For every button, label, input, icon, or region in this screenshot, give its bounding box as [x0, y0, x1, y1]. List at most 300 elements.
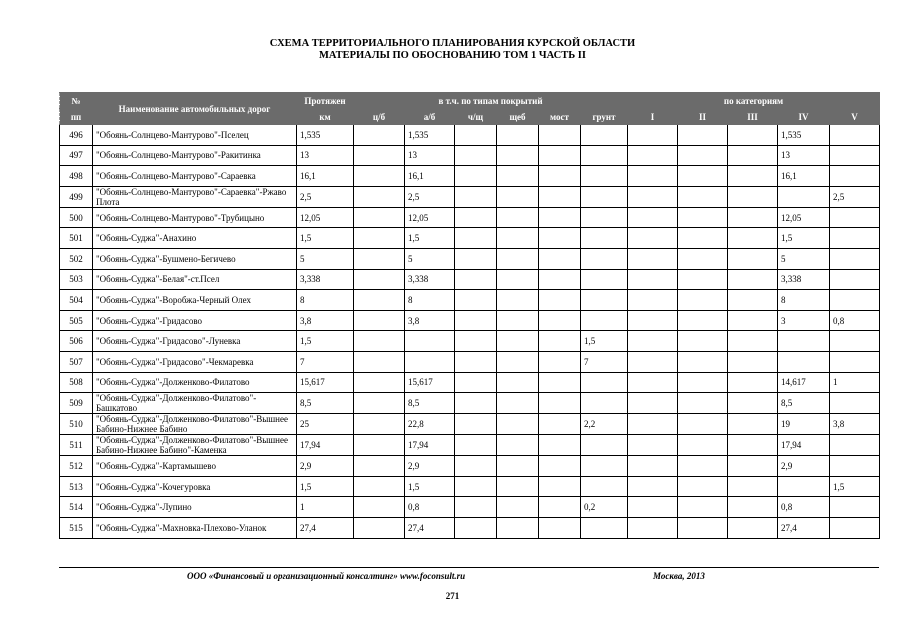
- category-1: [628, 125, 678, 146]
- category-3: [728, 207, 778, 228]
- length-km: 17,94: [297, 435, 354, 456]
- road-name: "Обоянь-Суджа"-Гридасово"-Луневка: [93, 331, 297, 352]
- surface-most: [539, 269, 581, 290]
- surface-ab: 13: [405, 145, 455, 166]
- surface-grunt: [581, 476, 628, 497]
- category-4: [778, 476, 830, 497]
- header-name: Наименование автомобильных дорог: [93, 93, 297, 125]
- road-name: "Обоянь-Суджа"-Анахино: [93, 228, 297, 249]
- row-number: 511: [60, 435, 93, 456]
- row-number: 504: [60, 290, 93, 311]
- road-name: "Обоянь-Солнцево-Мантурово"-Сараевка"-Ржаво Плота: [93, 186, 297, 207]
- category-4: 14,617: [778, 372, 830, 393]
- surface-chsh: [455, 435, 497, 456]
- category-4: 16,1: [778, 166, 830, 187]
- category-4: [778, 331, 830, 352]
- surface-chsh: [455, 497, 497, 518]
- surface-cb: [354, 435, 405, 456]
- category-5: [830, 207, 880, 228]
- surface-cb: [354, 125, 405, 146]
- category-3: [728, 145, 778, 166]
- surface-ab: 8,5: [405, 393, 455, 414]
- road-name: "Обоянь-Солнцево-Мантурово"-Сараевка: [93, 166, 297, 187]
- surface-most: [539, 310, 581, 331]
- surface-chsh: [455, 310, 497, 331]
- category-5: [830, 248, 880, 269]
- surface-cb: [354, 497, 405, 518]
- category-1: [628, 414, 678, 435]
- category-5: [830, 331, 880, 352]
- length-km: 1,5: [297, 476, 354, 497]
- length-km: 15,617: [297, 372, 354, 393]
- surface-grunt: [581, 269, 628, 290]
- surface-shcheb: [497, 517, 539, 538]
- length-km: 1: [297, 497, 354, 518]
- category-1: [628, 435, 678, 456]
- surface-grunt: [581, 456, 628, 477]
- row-number: 509: [60, 393, 93, 414]
- category-3: [728, 310, 778, 331]
- road-name: "Обоянь-Суджа"-Гридасово"-Чекмаревка: [93, 351, 297, 372]
- category-4: 12,05: [778, 207, 830, 228]
- surface-most: [539, 497, 581, 518]
- road-name: "Обоянь-Солнцево-Мантурово"-Ракитинка: [93, 145, 297, 166]
- row-number: 499: [60, 186, 93, 207]
- table-row: [60, 248, 880, 269]
- category-5: 0,8: [830, 310, 880, 331]
- header-category-5: V: [830, 109, 880, 125]
- surface-chsh: [455, 414, 497, 435]
- category-3: [728, 228, 778, 249]
- category-1: [628, 269, 678, 290]
- road-name: "Обоянь-Суджа"-Бушмено-Бегичево: [93, 248, 297, 269]
- surface-chsh: [455, 145, 497, 166]
- header-surface-grunt: грунт: [581, 109, 628, 125]
- surface-cb: [354, 207, 405, 228]
- surface-grunt: 2,2: [581, 414, 628, 435]
- surface-ab: 3,8: [405, 310, 455, 331]
- category-1: [628, 476, 678, 497]
- surface-grunt: 1,5: [581, 331, 628, 352]
- surface-chsh: [455, 228, 497, 249]
- surface-chsh: [455, 351, 497, 372]
- category-4: 3,338: [778, 269, 830, 290]
- category-3: [728, 125, 778, 146]
- table-row: [60, 269, 880, 290]
- category-4: 2,9: [778, 456, 830, 477]
- surface-most: [539, 393, 581, 414]
- length-km: 7: [297, 351, 354, 372]
- header-surface-ab: а/б: [405, 109, 455, 125]
- length-km: 13: [297, 145, 354, 166]
- surface-ab: 5: [405, 248, 455, 269]
- surface-grunt: [581, 290, 628, 311]
- road-name: "Обоянь-Суджа"-Картамышево: [93, 456, 297, 477]
- row-number: 505: [60, 310, 93, 331]
- surface-most: [539, 372, 581, 393]
- category-5: 1: [830, 372, 880, 393]
- road-name: "Обоянь-Солнцево-Мантурово"-Трубицыно: [93, 207, 297, 228]
- document-subtitle: МАТЕРИАЛЫ ПО ОБОСНОВАНИЮ ТОМ 1 ЧАСТЬ II: [319, 50, 586, 61]
- surface-cb: [354, 456, 405, 477]
- surface-most: [539, 145, 581, 166]
- category-5: [830, 351, 880, 372]
- category-2: [678, 331, 728, 352]
- surface-chsh: [455, 476, 497, 497]
- category-4: [778, 351, 830, 372]
- category-4: 17,94: [778, 435, 830, 456]
- surface-shcheb: [497, 414, 539, 435]
- row-number: 503: [60, 269, 93, 290]
- surface-cb: [354, 476, 405, 497]
- surface-shcheb: [497, 145, 539, 166]
- surface-grunt: 7: [581, 351, 628, 372]
- length-km: 8,5: [297, 393, 354, 414]
- category-2: [678, 497, 728, 518]
- category-2: [678, 228, 728, 249]
- surface-cb: [354, 248, 405, 269]
- length-km: 1,5: [297, 228, 354, 249]
- row-number: 510: [60, 414, 93, 435]
- length-km: 16,1: [297, 166, 354, 187]
- surface-ab: 1,535: [405, 125, 455, 146]
- road-name: "Обоянь-Суджа"-Воробжа-Черный Олех: [93, 290, 297, 311]
- surface-ab: 17,94: [405, 435, 455, 456]
- table-row: [60, 166, 880, 187]
- surface-cb: [354, 186, 405, 207]
- road-name: "Обоянь-Суджа"-Долженково-Филатово: [93, 372, 297, 393]
- category-1: [628, 331, 678, 352]
- table-row: [60, 186, 880, 207]
- table-row: [60, 145, 880, 166]
- category-4: 3: [778, 310, 830, 331]
- category-3: [728, 393, 778, 414]
- category-1: [628, 517, 678, 538]
- surface-cb: [354, 517, 405, 538]
- category-3: [728, 269, 778, 290]
- category-4: 0,8: [778, 497, 830, 518]
- row-number: 500: [60, 207, 93, 228]
- surface-grunt: [581, 372, 628, 393]
- surface-cb: [354, 351, 405, 372]
- header-category-4: IV: [778, 109, 830, 125]
- category-1: [628, 290, 678, 311]
- table-row: [60, 331, 880, 352]
- table-row: [60, 456, 880, 477]
- category-4: 1,535: [778, 125, 830, 146]
- row-number: 501: [60, 228, 93, 249]
- category-2: [678, 269, 728, 290]
- category-1: [628, 248, 678, 269]
- footer-divider: [59, 567, 879, 568]
- header-surface-shcheb: щеб: [497, 109, 539, 125]
- category-1: [628, 166, 678, 187]
- surface-ab: 27,4: [405, 517, 455, 538]
- header-by-surface: в т.ч. по типам покрытий: [354, 93, 628, 109]
- length-km: 2,5: [297, 186, 354, 207]
- surface-grunt: [581, 207, 628, 228]
- category-1: [628, 145, 678, 166]
- surface-ab: 16,1: [405, 166, 455, 187]
- category-5: [830, 145, 880, 166]
- category-4: 19: [778, 414, 830, 435]
- category-2: [678, 517, 728, 538]
- table-row: [60, 351, 880, 372]
- surface-chsh: [455, 125, 497, 146]
- row-number: 515: [60, 517, 93, 538]
- road-name: "Обоянь-Суджа"-Долженково-Филатово"-Вышнее Бабино-Нижнее Бабино"-Каменка: [93, 435, 297, 456]
- category-5: 3,8: [830, 414, 880, 435]
- table-row: [60, 228, 880, 249]
- category-1: [628, 456, 678, 477]
- surface-shcheb: [497, 476, 539, 497]
- table-row: [60, 517, 880, 538]
- header-length-unit: км: [297, 109, 354, 125]
- surface-shcheb: [497, 125, 539, 146]
- category-3: [728, 497, 778, 518]
- table-row: [60, 435, 880, 456]
- category-2: [678, 310, 728, 331]
- category-3: [728, 414, 778, 435]
- category-3: [728, 351, 778, 372]
- category-2: [678, 351, 728, 372]
- surface-most: [539, 228, 581, 249]
- roads-table: [59, 92, 880, 539]
- length-km: 1,535: [297, 125, 354, 146]
- length-km: 2,9: [297, 456, 354, 477]
- surface-shcheb: [497, 310, 539, 331]
- row-number: 496: [60, 125, 93, 146]
- surface-ab: 15,617: [405, 372, 455, 393]
- table-row: [60, 497, 880, 518]
- footer-organization: ООО «Финансовый и организационный консалтинг» www.foconsult.ru: [187, 571, 466, 581]
- length-km: 5: [297, 248, 354, 269]
- header-no-bottom: пп: [60, 109, 93, 125]
- category-2: [678, 125, 728, 146]
- category-2: [678, 476, 728, 497]
- surface-shcheb: [497, 269, 539, 290]
- surface-cb: [354, 393, 405, 414]
- category-1: [628, 186, 678, 207]
- category-1: [628, 310, 678, 331]
- row-number: 506: [60, 331, 93, 352]
- surface-grunt: [581, 248, 628, 269]
- category-3: [728, 372, 778, 393]
- category-5: [830, 290, 880, 311]
- surface-shcheb: [497, 248, 539, 269]
- category-3: [728, 435, 778, 456]
- surface-grunt: [581, 145, 628, 166]
- surface-chsh: [455, 290, 497, 311]
- surface-grunt: [581, 228, 628, 249]
- surface-chsh: [455, 166, 497, 187]
- surface-grunt: 0,2: [581, 497, 628, 518]
- category-2: [678, 248, 728, 269]
- surface-grunt: [581, 310, 628, 331]
- surface-shcheb: [497, 290, 539, 311]
- surface-shcheb: [497, 351, 539, 372]
- row-number: 502: [60, 248, 93, 269]
- surface-ab: 1,5: [405, 476, 455, 497]
- surface-chsh: [455, 269, 497, 290]
- category-4: 27,4: [778, 517, 830, 538]
- length-km: 27,4: [297, 517, 354, 538]
- category-3: [728, 476, 778, 497]
- surface-most: [539, 456, 581, 477]
- surface-ab: 0,8: [405, 497, 455, 518]
- road-name: "Обоянь-Суджа"-Махновка-Плехово-Уланок: [93, 517, 297, 538]
- table-row: [60, 372, 880, 393]
- row-number: 513: [60, 476, 93, 497]
- category-4: 13: [778, 145, 830, 166]
- table-row: [60, 476, 880, 497]
- table-row: [60, 207, 880, 228]
- header-surface-cb: ц/б: [354, 109, 405, 125]
- surface-most: [539, 435, 581, 456]
- category-4: 8,5: [778, 393, 830, 414]
- surface-ab: 22,8: [405, 414, 455, 435]
- surface-ab: 2,9: [405, 456, 455, 477]
- surface-ab: 12,05: [405, 207, 455, 228]
- surface-grunt: [581, 393, 628, 414]
- surface-most: [539, 331, 581, 352]
- surface-shcheb: [497, 207, 539, 228]
- road-name: "Обоянь-Суджа"-Лупино: [93, 497, 297, 518]
- table-row: [60, 290, 880, 311]
- category-5: [830, 125, 880, 146]
- header-category-1: I: [628, 109, 678, 125]
- surface-most: [539, 207, 581, 228]
- surface-cb: [354, 269, 405, 290]
- category-4: 5: [778, 248, 830, 269]
- surface-cb: [354, 166, 405, 187]
- row-number: 514: [60, 497, 93, 518]
- header-by-category: по категориям: [628, 93, 880, 109]
- surface-most: [539, 414, 581, 435]
- surface-grunt: [581, 517, 628, 538]
- row-number: 507: [60, 351, 93, 372]
- length-km: 8: [297, 290, 354, 311]
- surface-ab: 3,338: [405, 269, 455, 290]
- category-1: [628, 497, 678, 518]
- surface-most: [539, 290, 581, 311]
- surface-cb: [354, 331, 405, 352]
- surface-ab: 1,5: [405, 228, 455, 249]
- table-row: [60, 414, 880, 435]
- row-number: 512: [60, 456, 93, 477]
- header-surface-most: мост: [539, 109, 581, 125]
- table-header: [60, 93, 880, 125]
- road-name: "Обоянь-Суджа"-Белая"-ст.Псел: [93, 269, 297, 290]
- surface-cb: [354, 310, 405, 331]
- surface-chsh: [455, 207, 497, 228]
- document-title: СХЕМА ТЕРРИТОРИАЛЬНОГО ПЛАНИРОВАНИЯ КУРСКОЙ ОБЛАСТИ: [269, 38, 636, 49]
- road-name: "Обоянь-Суджа"-Гридасово: [93, 310, 297, 331]
- surface-ab: 2,5: [405, 186, 455, 207]
- category-5: [830, 166, 880, 187]
- category-1: [628, 372, 678, 393]
- category-1: [628, 351, 678, 372]
- category-5: [830, 435, 880, 456]
- length-km: 25: [297, 414, 354, 435]
- surface-cb: [354, 228, 405, 249]
- category-5: [830, 456, 880, 477]
- header-surface-chsh: ч/щ: [455, 109, 497, 125]
- surface-most: [539, 351, 581, 372]
- category-2: [678, 456, 728, 477]
- footer-city-year: Москва, 2013: [653, 571, 705, 581]
- category-4: 8: [778, 290, 830, 311]
- category-3: [728, 166, 778, 187]
- length-km: 1,5: [297, 331, 354, 352]
- surface-chsh: [455, 186, 497, 207]
- surface-cb: [354, 290, 405, 311]
- surface-shcheb: [497, 228, 539, 249]
- category-5: [830, 228, 880, 249]
- road-name: "Обоянь-Солнцево-Мантурово"-Пселец: [93, 125, 297, 146]
- surface-shcheb: [497, 372, 539, 393]
- category-1: [628, 228, 678, 249]
- category-5: 1,5: [830, 476, 880, 497]
- surface-shcheb: [497, 435, 539, 456]
- category-2: [678, 290, 728, 311]
- category-2: [678, 166, 728, 187]
- row-number: 497: [60, 145, 93, 166]
- surface-most: [539, 517, 581, 538]
- surface-shcheb: [497, 331, 539, 352]
- category-5: [830, 393, 880, 414]
- surface-cb: [354, 414, 405, 435]
- surface-grunt: [581, 166, 628, 187]
- surface-cb: [354, 145, 405, 166]
- category-2: [678, 145, 728, 166]
- category-3: [728, 456, 778, 477]
- surface-ab: 8: [405, 290, 455, 311]
- row-number: 508: [60, 372, 93, 393]
- surface-shcheb: [497, 166, 539, 187]
- surface-most: [539, 166, 581, 187]
- surface-most: [539, 248, 581, 269]
- category-5: [830, 497, 880, 518]
- surface-chsh: [455, 393, 497, 414]
- category-3: [728, 248, 778, 269]
- surface-shcheb: [497, 393, 539, 414]
- surface-cb: [354, 372, 405, 393]
- header-no-top: №: [60, 93, 93, 109]
- category-2: [678, 186, 728, 207]
- header-category-2: II: [678, 109, 728, 125]
- length-km: 12,05: [297, 207, 354, 228]
- row-number: 498: [60, 166, 93, 187]
- road-name: "Обоянь-Суджа"-Кочегуровка: [93, 476, 297, 497]
- category-2: [678, 435, 728, 456]
- header-category-3: III: [728, 109, 778, 125]
- surface-shcheb: [497, 497, 539, 518]
- category-5: 2,5: [830, 186, 880, 207]
- surface-most: [539, 476, 581, 497]
- category-5: [830, 517, 880, 538]
- surface-most: [539, 186, 581, 207]
- category-4: 1,5: [778, 228, 830, 249]
- category-3: [728, 290, 778, 311]
- surface-most: [539, 125, 581, 146]
- category-2: [678, 207, 728, 228]
- surface-shcheb: [497, 456, 539, 477]
- table-body: [60, 125, 880, 539]
- surface-chsh: [455, 248, 497, 269]
- table-row: [60, 125, 880, 146]
- category-5: [830, 269, 880, 290]
